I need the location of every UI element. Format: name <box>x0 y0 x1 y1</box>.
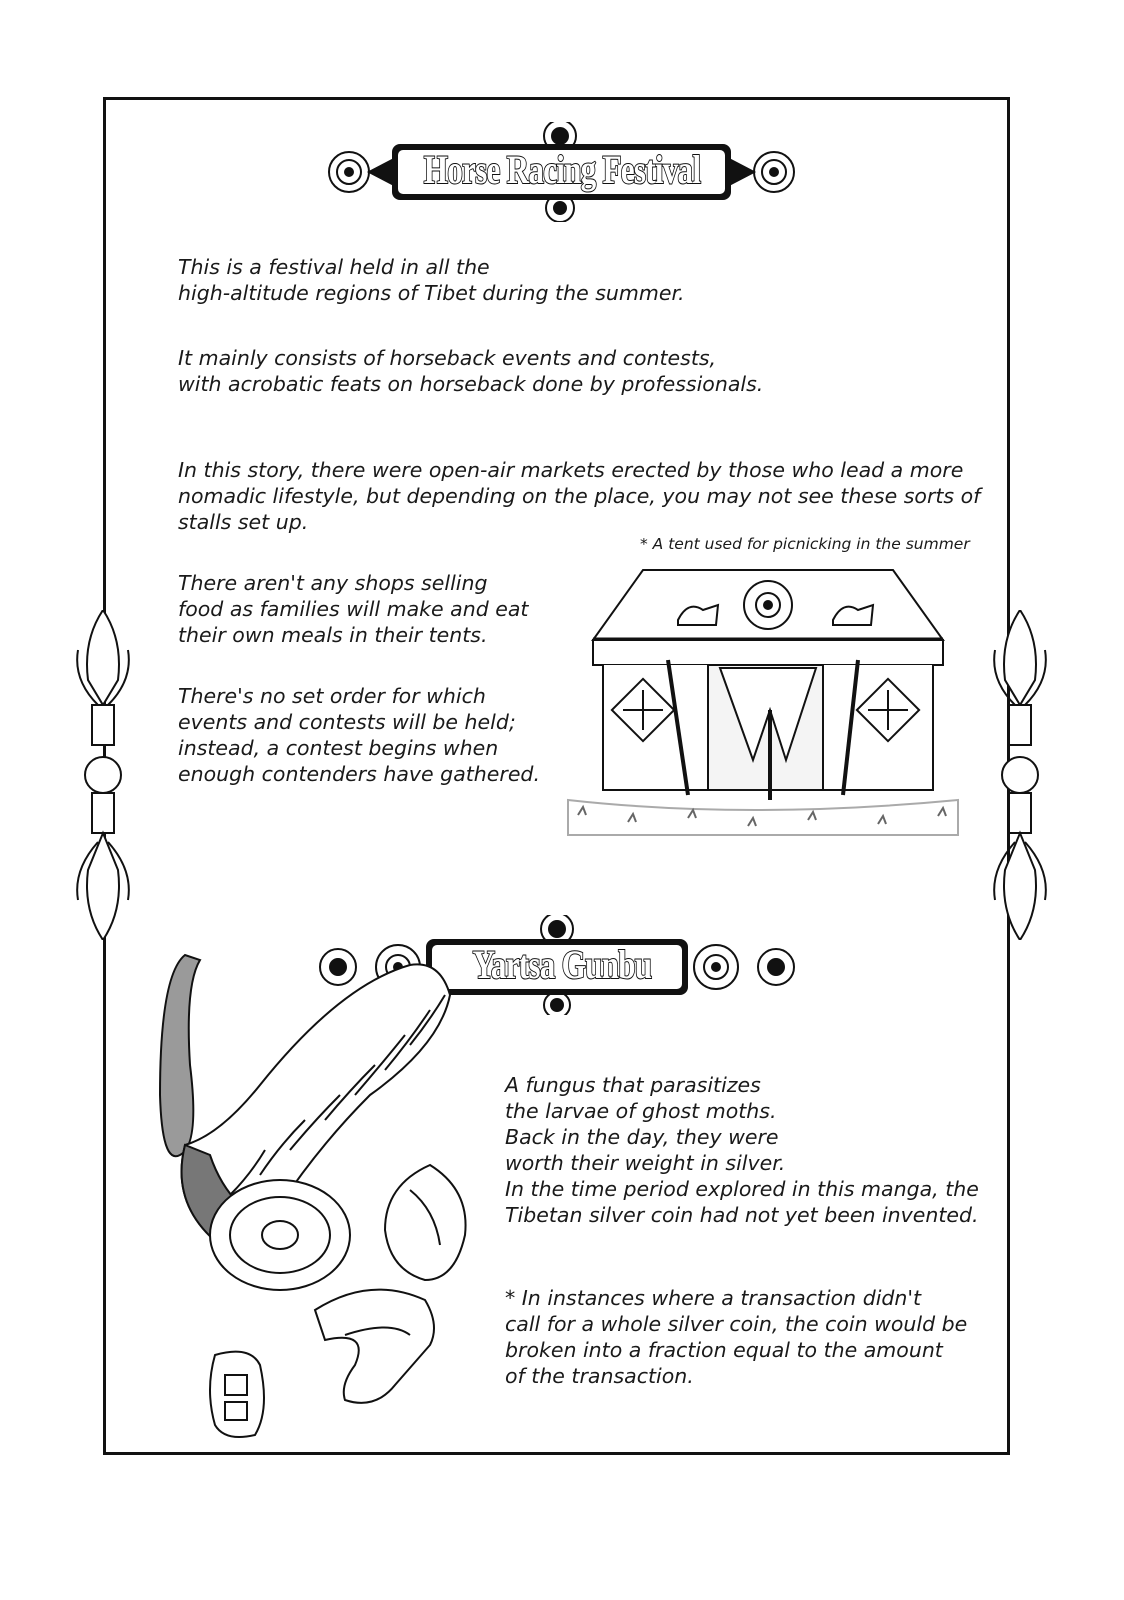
left-vajra-icon <box>68 610 138 940</box>
silver-coins-icon <box>195 1160 485 1445</box>
tent-illustration-icon <box>548 560 968 840</box>
horse-racing-title: Horse Racing Festival <box>423 147 701 192</box>
horse-para-5: There's no set order for which events and contests will be held; instead, a contest begins when enough contenders have gathered. <box>178 684 540 786</box>
horse-para-1: This is a festival held in all the high-altitude regions of Tibet during the summer. <box>178 255 685 305</box>
yartsa-para-1: A fungus that parasitizes the larvae of ghost moths. Back in the day, they were worth their weight in silver. In the time period explored in this manga, the Tibetan silver coin had not yet been invented. <box>505 1073 979 1227</box>
tent-caption: * A tent used for picnicking in the summer <box>640 535 970 553</box>
horse-racing-banner <box>0 122 1124 222</box>
horse-para-4: There aren't any shops selling food as families will make and eat their own meals in their tents. <box>178 571 529 647</box>
yartsa-gunbu-title: Yartsa Gunbu <box>472 942 652 987</box>
horse-para-3: In this story, there were open-air markets erected by those who lead a more nomadic lifestyle, but depending on the place, you may not see these sorts of stalls set up. <box>178 458 981 534</box>
yartsa-para-2: * In instances where a transaction didn't call for a whole silver coin, the coin would be broken into a fraction equal to the amount of the transaction. <box>505 1286 968 1388</box>
horse-para-2: It mainly consists of horseback events and contests, with acrobatic feats on horseback done by professionals. <box>178 346 764 396</box>
right-vajra-icon <box>985 610 1055 940</box>
